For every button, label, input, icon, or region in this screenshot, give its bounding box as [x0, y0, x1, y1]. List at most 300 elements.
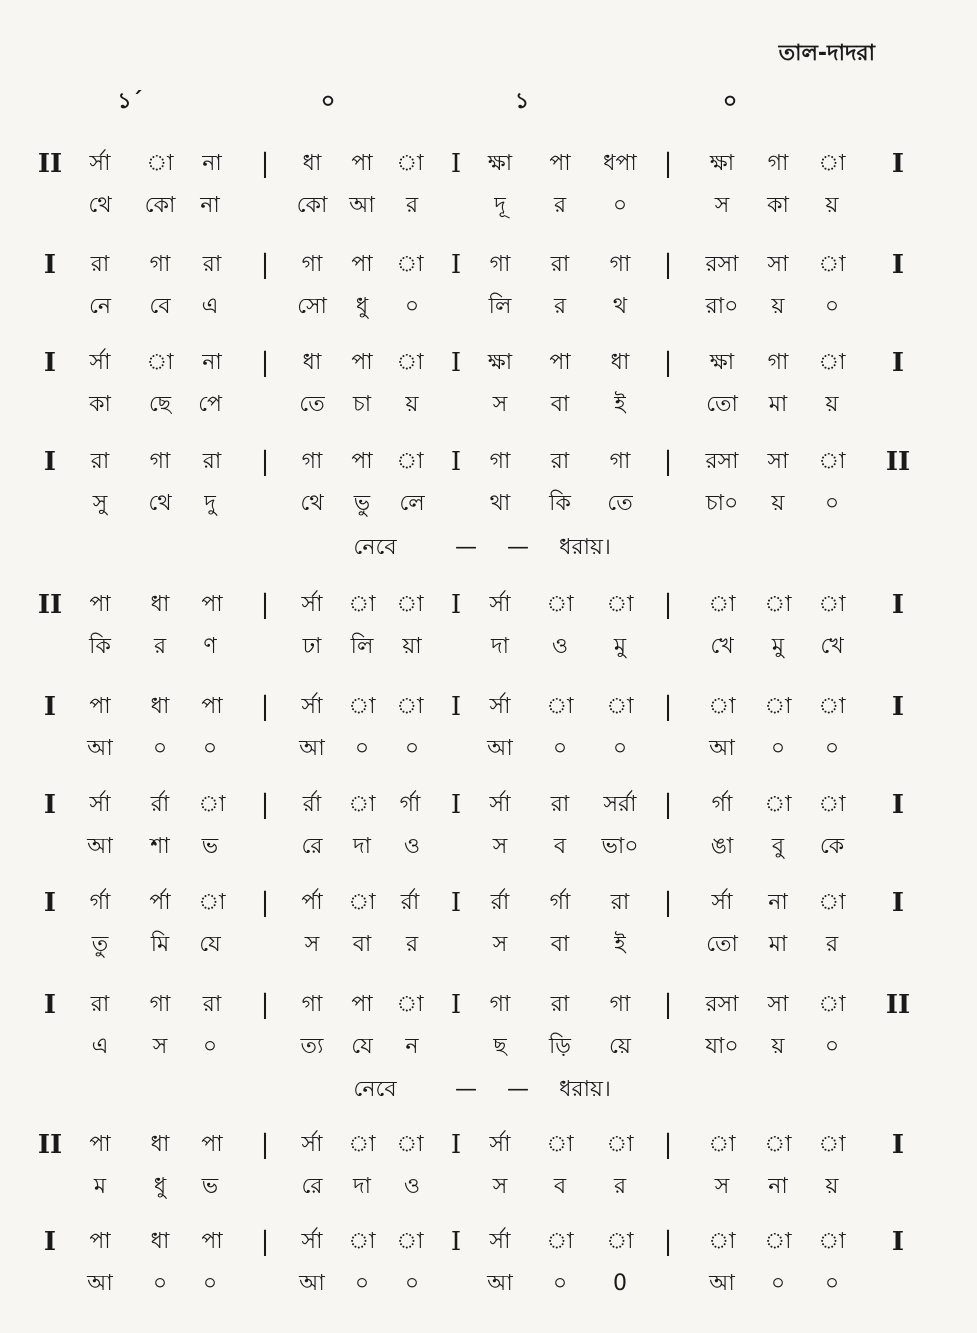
lyric-syllable: আ — [487, 1271, 513, 1296]
lyric-syllable: ভা০ — [601, 834, 639, 859]
bar-mark: | — [663, 1227, 673, 1257]
bar-mark: | — [663, 447, 673, 477]
lyric-syllable: সো — [297, 294, 327, 319]
notation-row — [0, 1222, 977, 1322]
beat-markers — [0, 84, 977, 120]
lyric-syllable: বা — [550, 932, 570, 957]
lyric-syllable: য়ে — [609, 1034, 631, 1059]
bar-mark: | — [260, 692, 270, 722]
lyric-syllable: ০ — [404, 1271, 420, 1296]
swara-note: সা — [767, 449, 789, 474]
swara-note: পা — [89, 1132, 111, 1157]
swara-note: া — [708, 694, 736, 719]
lyric-syllable: ধু — [153, 1174, 167, 1199]
lyric-syllable: যে — [199, 932, 221, 957]
lyric-syllable: বা — [550, 392, 570, 417]
lyric-syllable: ছ — [493, 1034, 507, 1059]
swara-note: র্সা — [489, 792, 511, 817]
lyric-syllable: র — [153, 634, 167, 659]
swara-note: রা — [90, 252, 110, 277]
swara-note: র্সা — [489, 1132, 511, 1157]
swara-note: গা — [609, 252, 631, 277]
lyric-syllable: দা — [491, 634, 509, 659]
lyric-syllable: পে — [198, 392, 222, 417]
bar-mark: I — [450, 790, 462, 820]
swara-note: র্সা — [301, 694, 323, 719]
lyric-line — [0, 1167, 977, 1207]
bar-mark: I — [450, 888, 462, 918]
refrain-word: — — [507, 1077, 529, 1102]
lyric-syllable: কি — [89, 634, 111, 659]
bar-mark: | — [663, 590, 673, 620]
swara-note: ধা — [302, 350, 322, 375]
bar-mark: | — [663, 149, 673, 179]
swara-note: া — [146, 350, 174, 375]
lyric-syllable: স — [304, 932, 320, 957]
lyric-syllable: মু — [613, 634, 627, 659]
swara-note: া — [818, 694, 846, 719]
lyric-syllable: য়া — [402, 634, 422, 659]
swara-note: া — [348, 792, 376, 817]
swara-note: পা — [549, 151, 571, 176]
swara-note: গা — [149, 992, 171, 1017]
swara-note: গা — [609, 992, 631, 1017]
lyric-syllable: ০ — [552, 1271, 568, 1296]
swara-note: না — [202, 151, 222, 176]
lyric-syllable: ০ — [824, 736, 840, 761]
swara-note: পা — [549, 350, 571, 375]
swara-note: গা — [301, 449, 323, 474]
swara-note: রা — [202, 252, 222, 277]
lyric-syllable: তে — [299, 392, 325, 417]
lyric-syllable: চা০ — [705, 491, 739, 516]
lyric-syllable: ০ — [770, 1271, 786, 1296]
lyric-syllable: রে — [301, 834, 323, 859]
lyric-syllable: এ — [201, 294, 219, 319]
swara-note: া — [546, 1132, 574, 1157]
refrain-word: — — [455, 535, 477, 560]
swara-note: ক্ষা — [487, 350, 513, 375]
swara-note: গা — [149, 252, 171, 277]
swara-note: না — [768, 890, 788, 915]
lyric-syllable: ও — [403, 1174, 421, 1199]
swara-note: পা — [89, 592, 111, 617]
notation-row — [0, 585, 977, 685]
right-bar-mark: I — [891, 888, 905, 918]
left-bar-mark: I — [43, 990, 57, 1020]
swara-note: পা — [351, 350, 373, 375]
swara-note: সা — [767, 252, 789, 277]
lyric-syllable: আ — [487, 736, 513, 761]
swara-note: া — [396, 449, 424, 474]
beat-marker: ১´ — [117, 89, 143, 114]
lyric-syllable: শা — [150, 834, 170, 859]
lyric-syllable: 0 — [613, 1271, 627, 1296]
bar-mark: | — [260, 888, 270, 918]
swara-note: র্পা — [301, 890, 323, 915]
lyric-syllable: ০ — [612, 193, 628, 218]
lyric-syllable: যে — [351, 1034, 373, 1059]
swara-note: া — [606, 592, 634, 617]
lyric-syllable: আ — [87, 834, 113, 859]
lyric-syllable: থে — [300, 491, 324, 516]
swara-note: র্সা — [489, 694, 511, 719]
left-bar-mark: I — [43, 692, 57, 722]
notation-row — [0, 144, 977, 244]
lyric-syllable: নে — [88, 294, 112, 319]
bar-mark: | — [663, 790, 673, 820]
lyric-syllable: স — [492, 1174, 508, 1199]
swara-note: ক্ষা — [709, 151, 735, 176]
swara-note: া — [764, 592, 792, 617]
lyric-line — [0, 287, 977, 327]
lyric-syllable: না — [200, 193, 220, 218]
swara-note: রা — [550, 252, 570, 277]
bar-mark: | — [663, 888, 673, 918]
swara-note: া — [818, 350, 846, 375]
lyric-syllable: চা — [352, 392, 372, 417]
lyric-syllable: ঢা — [302, 634, 322, 659]
lyric-syllable: স — [492, 932, 508, 957]
lyric-syllable: ণ — [203, 634, 217, 659]
swara-note: া — [818, 992, 846, 1017]
right-bar-mark: II — [885, 990, 911, 1020]
lyric-line — [0, 484, 977, 524]
swara-note: া — [396, 1229, 424, 1254]
refrain-word: ধরায়। — [559, 535, 611, 560]
swara-note: ধপা — [603, 151, 637, 176]
lyric-syllable: ০ — [612, 736, 628, 761]
swara-note: া — [818, 592, 846, 617]
swara-note: পা — [201, 1132, 223, 1157]
bar-mark: | — [260, 990, 270, 1020]
swara-note: া — [764, 694, 792, 719]
lyric-syllable: থে — [148, 491, 172, 516]
lyric-syllable: ০ — [354, 1271, 370, 1296]
lyric-syllable: ধু — [355, 294, 369, 319]
lyric-line — [0, 627, 977, 667]
swara-note: ধা — [150, 1229, 170, 1254]
lyric-syllable: ০ — [824, 294, 840, 319]
swara-note: া — [348, 592, 376, 617]
swara-line — [0, 144, 977, 184]
lyric-syllable: তে — [607, 491, 633, 516]
refrain-word: ধরায়। — [559, 1077, 611, 1102]
notation-row — [0, 785, 977, 885]
lyric-syllable: ০ — [824, 1271, 840, 1296]
lyric-syllable: কে — [819, 834, 845, 859]
right-bar-mark: I — [891, 250, 905, 280]
bar-mark: | — [663, 990, 673, 1020]
right-bar-mark: I — [891, 1227, 905, 1257]
lyric-syllable: র — [405, 932, 419, 957]
left-bar-mark: II — [37, 149, 63, 179]
lyric-syllable: রে — [301, 1174, 323, 1199]
right-bar-mark: I — [891, 790, 905, 820]
taal-heading: তাল-দাদরা — [778, 41, 875, 66]
lyric-syllable: ০ — [202, 736, 218, 761]
lyric-syllable: স — [492, 834, 508, 859]
left-bar-mark: I — [43, 348, 57, 378]
swara-note: া — [546, 592, 574, 617]
lyric-line — [0, 1264, 977, 1304]
swara-note: া — [396, 694, 424, 719]
swara-note: র্রা — [400, 890, 420, 915]
lyric-line — [0, 186, 977, 226]
lyric-syllable: স — [714, 1174, 730, 1199]
lyric-syllable: দা — [353, 834, 371, 859]
bar-mark: | — [260, 790, 270, 820]
lyric-syllable: ০ — [354, 736, 370, 761]
lyric-syllable: কা — [89, 392, 111, 417]
bar-mark: | — [663, 348, 673, 378]
swara-note: র্গা — [711, 792, 733, 817]
lyric-syllable: ই — [614, 392, 626, 417]
left-bar-mark: I — [43, 250, 57, 280]
refrain-line — [0, 1072, 977, 1108]
swara-note: া — [546, 694, 574, 719]
notation-row — [0, 1125, 977, 1225]
lyric-syllable: ন — [405, 1034, 419, 1059]
swara-note: ধা — [150, 694, 170, 719]
lyric-syllable: ঙা — [710, 834, 734, 859]
notation-row — [0, 343, 977, 443]
swara-line — [0, 985, 977, 1025]
lyric-line — [0, 1027, 977, 1067]
lyric-syllable: কি — [549, 491, 571, 516]
lyric-syllable: ০ — [770, 736, 786, 761]
swara-note: র্সা — [711, 890, 733, 915]
left-bar-mark: II — [37, 1130, 63, 1160]
swara-note: া — [396, 592, 424, 617]
swara-note: ধা — [150, 1132, 170, 1157]
swara-note: ধা — [302, 151, 322, 176]
swara-note: গা — [301, 252, 323, 277]
swara-note: র্সা — [301, 1132, 323, 1157]
lyric-syllable: ব — [553, 1174, 567, 1199]
lyric-syllable: থ — [612, 294, 628, 319]
bar-mark: I — [450, 149, 462, 179]
lyric-syllable: য় — [405, 392, 419, 417]
refrain-word: নেবে — [353, 535, 397, 560]
bar-mark: I — [450, 590, 462, 620]
swara-line — [0, 245, 977, 285]
swara-line — [0, 687, 977, 727]
lyric-syllable: বু — [771, 834, 785, 859]
lyric-syllable: লে — [399, 491, 425, 516]
swara-note: না — [202, 350, 222, 375]
notation-row — [0, 442, 977, 542]
bar-mark: I — [450, 990, 462, 1020]
swara-note: া — [546, 1229, 574, 1254]
swara-note: পা — [351, 449, 373, 474]
lyric-syllable: দু — [204, 491, 216, 516]
bar-mark: | — [260, 250, 270, 280]
swara-note: র্সা — [301, 592, 323, 617]
swara-line — [0, 585, 977, 625]
swara-note: র্গা — [549, 890, 571, 915]
swara-note: ক্ষা — [487, 151, 513, 176]
lyric-syllable: থে — [88, 193, 112, 218]
bar-mark: I — [450, 1130, 462, 1160]
swara-note: র্সা — [89, 350, 111, 375]
swara-note: পা — [89, 1229, 111, 1254]
swara-note: র্গা — [89, 890, 111, 915]
swara-note: া — [396, 1132, 424, 1157]
swara-note: গা — [609, 449, 631, 474]
bar-mark: I — [450, 348, 462, 378]
swara-note: া — [396, 252, 424, 277]
lyric-syllable: কো — [296, 193, 328, 218]
swara-note: া — [396, 992, 424, 1017]
lyric-syllable: বা — [352, 932, 372, 957]
bar-mark: I — [450, 692, 462, 722]
lyric-line — [0, 385, 977, 425]
right-bar-mark: I — [891, 590, 905, 620]
swara-note: া — [146, 151, 174, 176]
swara-note: সা — [767, 992, 789, 1017]
lyric-syllable: ০ — [152, 1271, 168, 1296]
swara-note: া — [818, 1229, 846, 1254]
lyric-syllable: মু — [771, 634, 785, 659]
lyric-syllable: কো — [144, 193, 176, 218]
lyric-syllable: র — [553, 294, 567, 319]
bar-mark: I — [450, 250, 462, 280]
lyric-syllable: যা০ — [705, 1034, 739, 1059]
bar-mark: | — [260, 348, 270, 378]
swara-note: র্সা — [89, 792, 111, 817]
left-bar-mark: I — [43, 1227, 57, 1257]
swara-note: পা — [201, 694, 223, 719]
swara-note: া — [708, 1132, 736, 1157]
swara-note: া — [396, 151, 424, 176]
lyric-syllable: স — [492, 392, 508, 417]
lyric-syllable: মা — [768, 392, 788, 417]
swara-note: র্সা — [301, 1229, 323, 1254]
lyric-syllable: ব — [553, 834, 567, 859]
swara-note: র্রা — [490, 890, 510, 915]
swara-line — [0, 442, 977, 482]
lyric-syllable: ভ — [201, 1174, 219, 1199]
lyric-syllable: ০ — [404, 736, 420, 761]
swara-note: া — [818, 151, 846, 176]
lyric-syllable: আ — [87, 1271, 113, 1296]
swara-note: রা — [550, 992, 570, 1017]
lyric-line — [0, 827, 977, 867]
bar-mark: | — [260, 447, 270, 477]
lyric-syllable: আ — [299, 736, 325, 761]
swara-note: রসা — [705, 252, 739, 277]
lyric-syllable: দা — [353, 1174, 371, 1199]
left-bar-mark: I — [43, 447, 57, 477]
swara-note: া — [818, 252, 846, 277]
lyric-syllable: ছে — [148, 392, 172, 417]
swara-note: রা — [90, 449, 110, 474]
notation-row — [0, 687, 977, 787]
swara-note: পা — [351, 151, 373, 176]
swara-note: া — [348, 1132, 376, 1157]
refrain-word: — — [455, 1077, 477, 1102]
lyric-syllable: স — [714, 193, 730, 218]
swara-note: া — [606, 1229, 634, 1254]
swara-note: পা — [201, 592, 223, 617]
swara-line — [0, 785, 977, 825]
lyric-syllable: র — [613, 1174, 627, 1199]
swara-note: পা — [351, 992, 373, 1017]
lyric-syllable: ই — [614, 932, 626, 957]
lyric-syllable: ভ — [201, 834, 219, 859]
lyric-syllable: লি — [488, 294, 512, 319]
swara-note: র্সা — [489, 592, 511, 617]
lyric-syllable: রা০ — [705, 294, 739, 319]
swara-note: র্সা — [89, 151, 111, 176]
refrain-line — [0, 530, 977, 566]
lyric-syllable: র — [553, 193, 567, 218]
lyric-syllable: ০ — [404, 294, 420, 319]
swara-note: পা — [89, 694, 111, 719]
swara-line — [0, 343, 977, 383]
lyric-syllable: ও — [403, 834, 421, 859]
bar-mark: I — [450, 447, 462, 477]
lyric-syllable: তো — [706, 392, 738, 417]
swara-note: া — [348, 1229, 376, 1254]
lyric-syllable: বে — [149, 294, 171, 319]
swara-note: া — [606, 1132, 634, 1157]
bar-mark: | — [663, 1130, 673, 1160]
right-bar-mark: I — [891, 348, 905, 378]
lyric-syllable: য় — [825, 1174, 839, 1199]
swara-note: রা — [202, 449, 222, 474]
lyric-syllable: য় — [825, 193, 839, 218]
left-bar-mark: I — [43, 888, 57, 918]
lyric-syllable: স — [152, 1034, 168, 1059]
swara-note: রা — [550, 449, 570, 474]
swara-note: সর্রা — [603, 792, 637, 817]
notation-row — [0, 883, 977, 983]
lyric-syllable: তো — [706, 932, 738, 957]
swara-note: র্সা — [489, 1229, 511, 1254]
swara-note: া — [708, 1229, 736, 1254]
swara-note: ধা — [610, 350, 630, 375]
lyric-syllable: খে — [710, 634, 734, 659]
swara-note: গা — [489, 252, 511, 277]
refrain-word: নেবে — [353, 1077, 397, 1102]
swara-line — [0, 1125, 977, 1165]
swara-note: া — [818, 792, 846, 817]
bar-mark: | — [260, 1130, 270, 1160]
lyric-syllable: ০ — [152, 736, 168, 761]
notation-row — [0, 245, 977, 345]
notation-row — [0, 985, 977, 1085]
lyric-syllable: ভু — [353, 491, 371, 516]
swara-note: রসা — [705, 449, 739, 474]
swara-note: গা — [149, 449, 171, 474]
bar-mark: | — [663, 692, 673, 722]
lyric-syllable: আ — [709, 1271, 735, 1296]
lyric-syllable: য় — [825, 392, 839, 417]
lyric-syllable: থা — [489, 491, 511, 516]
lyric-syllable: ০ — [202, 1271, 218, 1296]
swara-note: া — [198, 792, 226, 817]
lyric-syllable: দূ — [494, 193, 506, 218]
lyric-syllable: র — [825, 932, 839, 957]
lyric-syllable: কা — [767, 193, 789, 218]
swara-note: া — [708, 592, 736, 617]
swara-note: গা — [489, 992, 511, 1017]
swara-note: া — [396, 350, 424, 375]
lyric-syllable: য় — [771, 1034, 785, 1059]
swara-note: া — [348, 694, 376, 719]
